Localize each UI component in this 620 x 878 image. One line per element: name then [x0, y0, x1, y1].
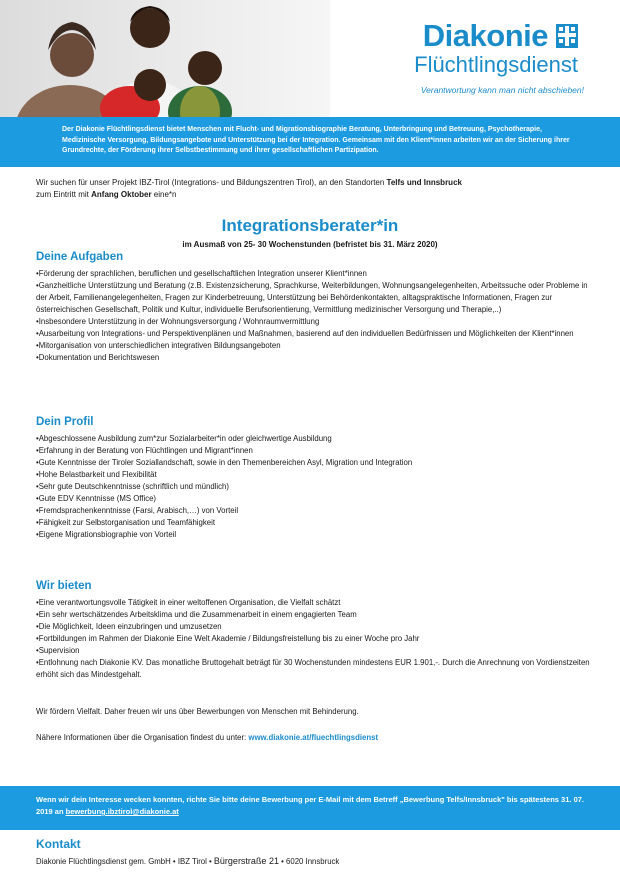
list-item: • Hohe Belastbarkeit und Flexibilität	[36, 469, 596, 481]
intro-part3: eine*n	[151, 189, 177, 199]
list-item: • Fähigkeit zur Selbstorganisation und Teamfähigkeit	[36, 517, 596, 529]
list-item: • Dokumentation und Berichtswesen	[36, 352, 596, 364]
list-item: • Förderung der sprachlichen, beruflichen und gesellschaftlichen Integration unserer Klient*innen	[36, 268, 596, 280]
list-item: • Insbesondere Unterstützung in der Wohnungsversorgung / Wohnraumvermittlung	[36, 316, 596, 328]
kontakt-street: Bürgerstraße 21	[213, 856, 279, 866]
bieten-list	[36, 597, 596, 681]
people-photo-illustration	[0, 0, 330, 117]
list-item: • Ein sehr wertschätzendes Arbeitsklima und die Zusammenarbeit in einem engagierten Team	[36, 609, 596, 621]
kontakt-heading: Kontakt	[36, 837, 81, 851]
list-item: • Mitorganisation von unterschiedlichen integrativen Bildungsangeboten	[36, 340, 596, 352]
brand-name: Diakonie	[422, 18, 548, 53]
tagline: Verantwortung kann man nicht abschieben!	[420, 85, 584, 95]
list-item: • Eigene Migrationsbiographie von Vorteil	[36, 529, 596, 541]
intro-band	[0, 117, 620, 167]
list-item: • Gute EDV Kenntnisse (MS Office)	[36, 493, 596, 505]
application-band	[0, 786, 620, 830]
diakonie-cross-icon	[556, 24, 578, 48]
list-item: • Erfahrung in der Beratung von Flüchtlingen und Migrant*innen	[36, 445, 596, 457]
aufgaben-list	[36, 268, 596, 364]
intro-part1: Wir suchen für unser Projekt IBZ-Tirol (Integrations- und Bildungszentren Tirol), an den Standorten	[36, 178, 387, 187]
list-item: • Die Möglichkeit, Ideen einzubringen und umzusetzen	[36, 621, 596, 633]
intro-start: Anfang Oktober	[91, 189, 152, 199]
more-info-text: Nähere Informationen über die Organisation findest du unter:	[36, 733, 249, 742]
job-title: Integrationsberater*in	[221, 216, 399, 235]
job-intro	[36, 177, 596, 200]
list-item: • Supervision	[36, 645, 596, 657]
brand-subtitle: Flüchtlingsdienst	[414, 52, 578, 77]
diakonie-logo	[414, 20, 578, 77]
header	[0, 0, 620, 117]
kontakt-city: • 6020 Innsbruck	[278, 857, 340, 866]
kontakt-org: Diakonie Flüchtlingsdienst gem. GmbH • IBZ Tirol •	[36, 857, 214, 866]
diversity-statement: Wir fördern Vielfalt. Daher freuen wir uns über Bewerbungen von Menschen mit Behinderung.	[36, 707, 359, 716]
bieten-heading: Wir bieten	[36, 580, 92, 592]
application-text: Wenn wir dein Interesse wecken konnten, richte Sie bitte deine Bewerbung per E-Mail mit dem Betreff „Bewerbung Telfs/Innsbruck" bis spätestens 31. 07. 2019 an	[36, 795, 584, 816]
aufgaben-heading: Deine Aufgaben	[36, 251, 124, 263]
list-item: • Fremdsprachenkenntnisse (Farsi, Arabisch,…) von Vorteil	[36, 505, 596, 517]
list-item: • Ausarbeitung von Integrations- und Perspektivenplänen und Maßnahmen, basierend auf den individuellen Bedürfnissen und Möglichkeiten der Klient*innen	[36, 328, 596, 340]
intro-band-text: Der Diakonie Flüchtlingsdienst bietet Menschen mit Flucht- und Migrationsbiographie Beratung, Unterbringung und Betreuung, Psychotherapie, Medizinische Versorgung, Bildungsangebote und Unterstützung bei der Integration. Gemeinsam mit den Klient*innen arbeiten wir an der Sicherung ihrer Grundrechte, der Förderung ihrer Selbstbestimmung und ihrer gesellschaftlichen Partizipation.	[62, 126, 570, 154]
intro-part2: zum Eintritt mit	[36, 189, 92, 199]
profil-section	[36, 416, 596, 541]
list-item: • Sehr gute Deutschkenntnisse (schriftlich und mündlich)	[36, 481, 596, 493]
list-item: • Ganzheitliche Unterstützung und Beratung (z.B. Existenzsicherung, Sprachkurse, Weiterbildungen, Wohnungsangelegenheiten, Arbeitssuche oder Probleme in der Arbeit, Familienangelegenheiten, Fragen zur Kinderbetreuung, Unterstützung bei Behördenkontakten, alltagspraktische Informationen, Fragen zur österreichischen Gesellschaft, Politik und Kultur, individuelle Berufsorientierung, Vermittlung medizinischer Versorgung und Therapie,..)	[36, 280, 596, 316]
application-email-link[interactable]: bewerbung.ibztirol@diakonie.at	[65, 807, 179, 816]
list-item: • Entlohnung nach Diakonie KV. Das monatliche Bruttogehalt beträgt für 30 Wochenstunden mindestens EUR 1.901,-. Durch die Anrechnung von Vordienstzeiten erhöht sich das Mindestgehalt.	[36, 657, 596, 681]
kontakt-address	[36, 856, 339, 866]
list-item: • Gute Kenntnisse der Tiroler Soziallandschaft, sowie in den Themenbereichen Asyl, Migration und Integration	[36, 457, 596, 469]
organisation-link[interactable]: www.diakonie.at/fluechtlingsdienst	[248, 733, 379, 742]
aufgaben-section	[36, 251, 596, 364]
list-item: • Eine verantwortungsvolle Tätigkeit in einer weltoffenen Organisation, die Vielfalt schätzt	[36, 597, 596, 609]
list-item: • Fortbildungen im Rahmen der Diakonie Eine Welt Akademie / Bildungsfreistellung bis zu einer Woche pro Jahr	[36, 633, 596, 645]
list-item: • Abgeschlossene Ausbildung zum*zur Sozialarbeiter*in oder gleichwertige Ausbildung	[36, 433, 596, 445]
profil-heading: Dein Profil	[36, 416, 94, 428]
header-photo	[0, 0, 330, 117]
intro-locations: Telfs und Innsbruck	[386, 178, 462, 187]
profil-list	[36, 433, 596, 541]
bieten-section	[36, 580, 596, 681]
more-info	[36, 732, 596, 744]
job-subtitle: im Ausmaß von 25- 30 Wochenstunden (befristet bis 31. März 2020)	[182, 240, 438, 249]
